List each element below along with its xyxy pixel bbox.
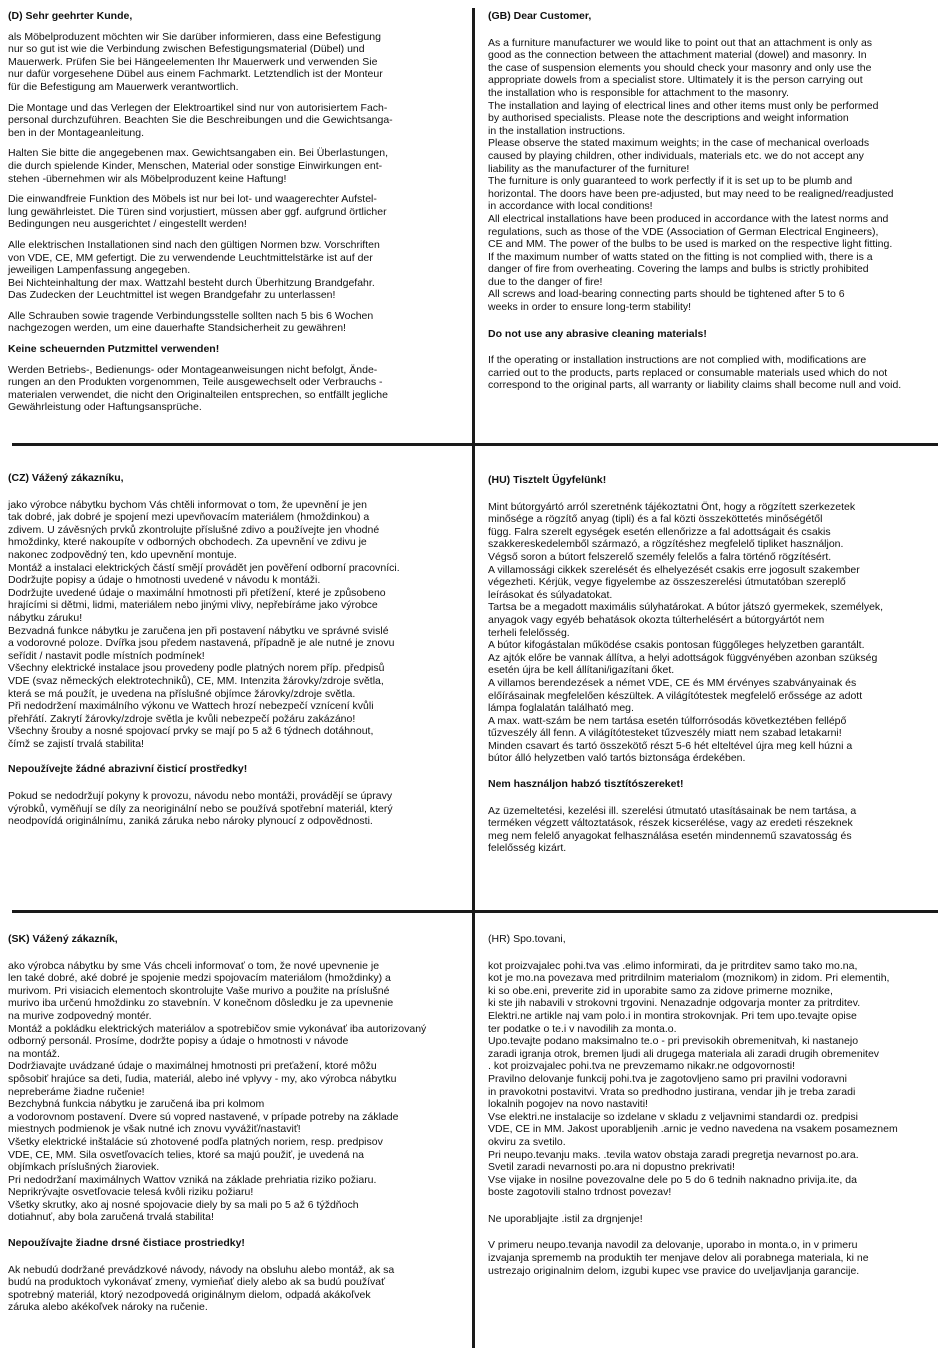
section-heading: (CZ) Vážený zákazníku, [8,472,124,484]
paragraph: ako výrobca nábytku by sme Vás chceli informovať o tom, že nové upevnenie je len také dobré, aké dobré je spojenie medzi spojovacím materiálom (hmoždinky) a murivom. Pri visiacich elementoch skontrolujte Vaše murivo a použite na príslušné murivo iba určenú hmoždinku zo stavebnín. V konečnom dôsledku je za upevnenie na murive zodpovedný montér. Montáž a pokládku elektrických materiálov a spotrebičov smie vykonávať iba autorizovaný odborný personál. Prosíme, dodržte popisy a údaje o hmotnosti v návode na montáž. Dodržiavajte uvádzané údaje o maximálnej hmotnosti pri preťažení, ktoré môžu spôsobiť hrajúce sa deti, ľudia, materiál, alebo iné vplyvy - my, ako výrobca nábytku nepreberáme žiadne ručenie! Bezchybná funkcia nábytku je zaručená iba pri kolmom a vodorovnom postavení. Dvere sú vopred nastavené, v prípade potreby na základe miestnych podmienok je však nutné ich znovu vyvážiť/nastaviť! Všetky elektrické inštalácie sú zhotovené podľa platných noriem, resp. predpisov VDE, CE, MM. Sila osvetľovacích telies, ktoré sa majú použiť, je uvedená na objímkach príslušných žiaroviek. Pri nedodržaní maximálnych Wattov vzniká na základe prehriatia riziko požiaru. Neprikrývajte osvetľovacie telesá kvôli riziku požiaru! Všetky skrutky, ako aj nosné spojovacie diely by sa mali po 5 až 6 týždňoch dotiahnuť, aby bola zaručená trvalá stabilita! [8,959,427,1224]
cleaning-warning: Do not use any abrasive cleaning materials! [488,327,707,340]
section-heading: (D) Sehr geehrter Kunde, [8,10,133,22]
section-heading: (HU) Tisztelt Ügyfelünk! [488,474,607,486]
horizontal-divider-top-right [475,443,938,446]
paragraph: kot proizvajalec pohi.tva vas .elimo informirati, da je pritrditev samo tako mo.na, kot je mo.na povezava med pritrdilnim materialom (moznikom) in zidom. Pri elementih, ki so obe.eni, preverite zid in uporabite samo za zidove primerne moznike, ki ste jih nabavili v strokovni trgovini. Nenazadnje odgovarja monter za pritrditev. Elektri.ne artikle naj vam polo.i in montira strokovnjak. Pri tem upo.tevajte opise ter podatke o te.i v navodilih za monta.o. Upo.tevajte podano maksimalno te.o - pri previsokih obremenitvah, ki nastanejo zaradi igranja otrok, bremen ljudi ali drugega materiala ali zaradi drugih obremenitev . kot proizvajalec pohi.tva ne prevzemamo nikakr.ne odgovornosti! Pravilno delovanje funkcij pohi.tva je zagotovljeno samo pri pravilni vodoravni in pravokotni postavitvi. Vrata so predhodno justirana, vendar jih je treba zaradi lokalnih pogojev na novo nastaviti! Vse elektri.ne instalacije so izdelane v skladu z veljavnimi standardi oz. predpisi VDE, CE in MM. Jakost uporabljenih .arnic je vedno navedena na vsakem posameznem okviru za svetilo. Pri neupo.tevanju maks. .tevila watov obstaja zaradi pregretja nevarnost po.ara. Svetil zaradi nevarnosti po.ara ni dopustno prekrivati! Vse vijake in nosilne povezovalne dele po 5 do 6 tednih naknadno privija.ite, da boste zagotovili stalno trdnost povezav! [488,959,898,1199]
horizontal-divider-top-left [12,443,472,446]
paragraph: Alle Schrauben sowie tragende Verbindungsstelle sollten nach 5 bis 6 Wochen nachgezogen werden, um eine dauerhafte Standsicherheit zu gewähren! [8,309,374,335]
paragraph: V primeru neupo.tevanja navodil za delovanje, uporabo in monta.o, in v primeru izvajanja sprememb na produktih ter menjave delov ali porabnega materiala, ki ne ustrezajo originalnim delom, izgubi kupec vse pravice do uveljavljanja garancije. [488,1239,869,1277]
section-english [488,10,948,401]
paragraph: Mint bútorgyártó arról szeretnénk tájékoztatni Önt, hogy a rögzített szerkezetek minősége a rögzítő anyag (tipli) és a fal közti összeköttetés minőségétől függ. Falra szerelt egységek esetén ellenőrizze a fal adottságait és csakis szakkereskedelemből származó, a rögzítéshez megfelelő tipliket használjon. Végső soron a bútort felszerelő személy felelős a falra történő rögzítésért. A villamossági cikkek szerelését és elhelyezését csakis erre jogosult szakember végezheti. Kérjük, vegye figyelembe az összeszerelési útmutatóban szereplő leírásokat és súlyadatokat. Tartsa be a megadott maximális súlyhatárokat. A bútor játszó gyermekek, személyek, anyagok vagy egyéb behatások okozta túlterhelésért a bútorgyártót nem terheli felelősség. A bútor kifogástalan működése csakis pontosan függőleges helyzetben garantált. Az ajtók előre be vannak állítva, a helyi adottságok függvényében azonban szükség esetén újra be kell állítani/igazítani őket. A villamos berendezések a német VDE, CE és MM érvényes szabványainak és előírásainak megfelelően készültek. A világítótestek megfelelő erőssége az adott lámpa foglalatán található meg. A max. watt-szám be nem tartása esetén túlforrósodás következtében fellépő tűzveszély áll fenn. A világítótesteket tűzveszély miatt nem szabad letakarni! Minden csavart és tartó összekötő részt 5-6 hét elteltével újra meg kell húzni a bútor álló helyzetben való tartós biztonsága érdekében. [488,500,884,765]
section-heading: (GB) Dear Customer, [488,10,592,22]
paragraph: als Möbelproduzent möchten wir Sie darüber informieren, dass eine Befestigung nur so gut ist wie die Verbindung zwischen Befestigungsmaterial (Dübel) und Mauerwerk. Prüfen Sie bei Hängeelementen Ihr Mauerwerk und verwenden Sie nur dafür vorgesehene Dübel aus einem Fachmarkt. Letztendlich ist der Monteur für die Befestigung am Mauerwerk verantwortlich. [8,30,383,93]
paragraph: Alle elektrischen Installationen sind nach den gültigen Normen bzw. Vorschriften von VDE, CE, MM gefertigt. Die zu verwendende Leuchtmittelstärke ist auf der jeweiligen Lampenfassung angegeben. Bei Nichteinhaltung der max. Wattzahl besteht durch Überhitzung Brandgefahr. Das Zudecken der Leuchtmittel ist wegen Brandgefahr zu unterlassen! [8,238,380,302]
section-heading: (HR) Spo.tovani, [488,933,566,945]
paragraph: Halten Sie bitte die angegebenen max. Gewichtsangaben ein. Bei Überlastungen, die durch spielende Kinder, Menschen, Material oder sonstige Einwirkungen ent- stehen -übernehmen wir als Möbelproduzent keine Haftung! [8,147,389,185]
section-heading: (SK) Vážený zákazník, [8,933,118,945]
section-slovak [8,933,473,1325]
paragraph: Die einwandfreie Funktion des Möbels ist nur bei lot- und waagerechter Aufstel- lung gewährleistet. Die Türen sind vorjustiert, müssen aber ggf. aufgrund örtlicher Bedingungen neu ausgerichtet / eingestellt werden! [8,193,387,231]
section-german [8,10,463,422]
cleaning-warning: Nepoužívejte žádné abrazivní čisticí prostředky! [8,763,248,776]
horizontal-divider-bottom-left [12,910,472,913]
paragraph: Die Montage und das Verlegen der Elektroartikel sind nur von autorisiertem Fach- personal durchzuführen. Beachten Sie die Beschreibungen und die Gewichtsanga- ben in der Montageanleitung. [8,101,393,139]
cleaning-warning: Keine scheuernden Putzmittel verwenden! [8,343,220,356]
paragraph: As a furniture manufacturer we would like to point out that an attachment is only as good as the connection between the attachment material (dowel) and masonry. In the case of suspension elements you should check your masonry and only use the appropriate dowels from a specialist store. Ultimately it is the person carrying out the installation who is responsible for attachment to the masonry. The installation and laying of electrical lines and other items must only be performed by authorised specialists. Please note the descriptions and weight information in the installation instructions. Please observe the stated maximum weights; in the case of mechanical overloads caused by playing children, other individuals, materials etc. we do not accept any liability as the manufacturer of the furniture! The furniture is only guaranteed to work perfectly if it is set up to be plumb and horizontal. The doors have been pre-adjusted, but may need to be realigned/readjusted in accordance with local conditions! All electrical installations have been produced in accordance with the latest norms and regulations, such as those of the VDE (Association of German Electrical Engineers), CE and MM. The power of the bulbs to be used is marked on the respective light fitting. If the maximum number of watts stated on the fitting is not complied with, there is a danger of fire from overheating. Covering the lamps and bulbs is strictly prohibited due to the danger of fire! All screws and load-bearing connecting parts should be tightened after 5 to 6 weeks in order to ensure long-term stability! [488,36,894,314]
paragraph: Werden Betriebs-, Bedienungs- oder Montageanweisungen nicht befolgt, Ände- rungen an den Produkten vorgenommen, Teile ausgewechselt oder Verbrauchs - materialen verwendet, die nicht den Originalteilen entsprechen, so entfällt jegliche Gewährleistung oder Haftungsansprüche. [8,363,388,414]
horizontal-divider-bottom-right [475,910,938,913]
paragraph: If the operating or installation instructions are not complied with, modifications are carried out to the products, parts replaced or consumable materials used which do not correspond to the original parts, all warranty or liability claims shall become null and void. [488,354,902,392]
cleaning-warning: Nepoužívajte žiadne drsné čistiace prostriedky! [8,1237,245,1250]
cleaning-warning: Nem használjon habzó tisztítószereket! [488,778,684,791]
section-hungarian [488,474,948,865]
paragraph: Az üzemeltetési, kezelési ill. szerelési útmutató utasításainak be nem tartása, a terméken végzett változtatások, részek kicserélése, vagy az eredeti részeknek meg nem felelő anyagokat felhasználása esetén mindennemű szavatosság és felelősség kizárt. [488,804,857,855]
paragraph: Ak nebudú dodržané prevádzkové návody, návody na obsluhu alebo montáž, ak sa budú na produktoch vykonávať zmeny, vymieňať diely alebo ak sa budú používať spotrebný materiál, ktorý nezodpovedá originálnym dielom, odpadá akákoľvek záruka alebo akékoľvek nároky na ručenie. [8,1263,395,1314]
paragraph: Pokud se nedodržují pokyny k provozu, návodu nebo montáži, provádějí se úpravy výrobků, vyměňují se díly za neoriginální nebo se používá spotřební materiál, který neodpovídá originálnímu, zaniká záruka nebo nároky plynoucí z odpovědnosti. [8,790,393,828]
cleaning-warning: Ne uporabljajte .istil za drgnjenje! [488,1212,643,1225]
section-czech [8,472,463,839]
section-croatian [488,933,948,1288]
paragraph: jako výrobce nábytku bychom Vás chtěli informovat o tom, že upevnění je jen tak dobré, jak dobré je spojení mezi upevňovacím materiálem (hmoždinkou) a zdivem. U závěsných prvků zkontrolujte příslušné zdivo a používejte jen vhodné hmoždinky, které nakoupíte v odborných obchodech. Za upevnění ve zdivu je nakonec zodpovědný ten, kdo upevnění montuje. Montáž a instalaci elektrických částí smějí provádět jen pověření odborní pracovníci. Dodržujte popisy a údaje o hmotnosti uvedené v návodu k montáži. Dodržujte uvedené údaje o maximální hmotnosti při přetížení, které je způsobeno hrajícími si dětmi, lidmi, materiálem nebo jinými vlivy, nepřebíráme jako výrobce nábytku záruku! Bezvadná funkce nábytku je zaručena jen při postavení nábytku ve správné svislé a vodorovné poloze. Dvířka jsou předem nastavená, případně je ale nutné je znovu seřídit / nastavit podle místních podmínek! Všechny elektrické instalace jsou provedeny podle platných norem příp. předpisů VDE (svaz německých elektrotechniků), CE, MM. Intenzita žárovky/zdroje světla, která se má použít, je uvedena na příslušné objímce žárovky/zdroje světla. Při nedodržení maximálního výkonu ve Wattech hrozí nebezpečí vznícení kvůli přehřátí. Zakrytí žárovky/zdroje světla je kvůli nebezpečí požáru zakázáno! Všechny šrouby a nosné spojovací prvky se mají po 5 až 6 týdnech dotáhnout, čímž se zajistí trvalá stabilita! [8,498,400,750]
